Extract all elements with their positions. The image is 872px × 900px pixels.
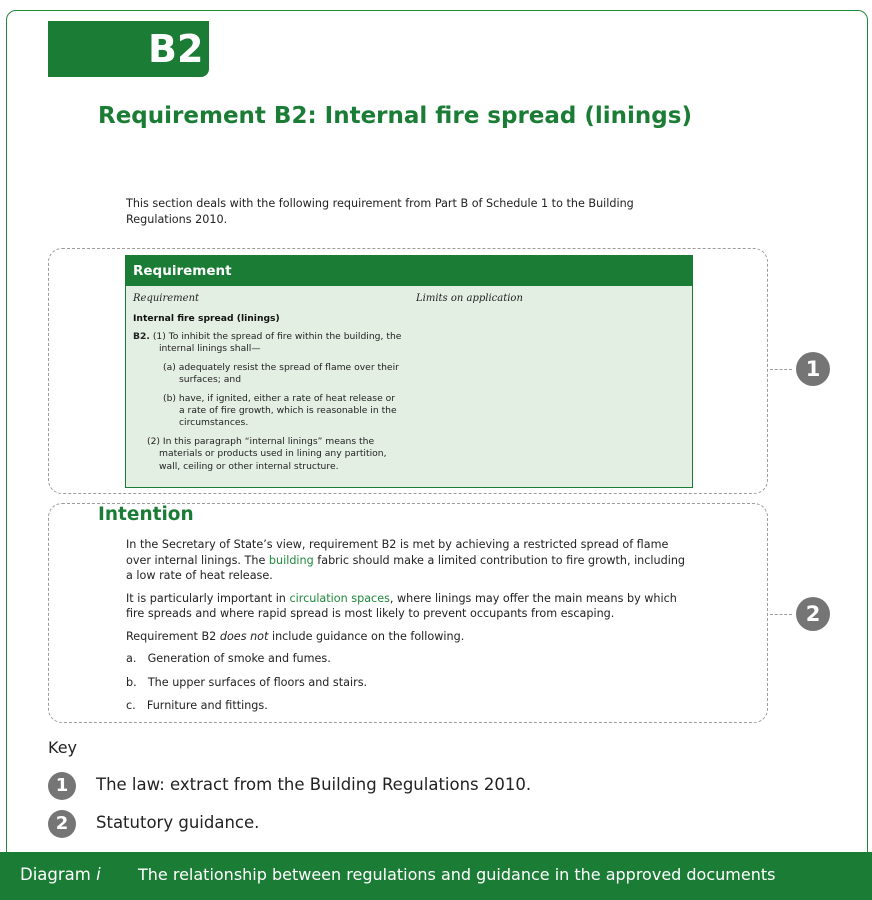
requirement-para-1-text: (1) To inhibit the spread of fire within the building, the internal linings shall— [152, 331, 402, 355]
requirement-number: B2. [133, 331, 150, 342]
requirement-item-a: (a) adequately resist the spread of flame over their surfaces; and [163, 361, 399, 386]
caption-label-italic: i [96, 865, 101, 884]
key-marker-2-icon: 2 [48, 810, 76, 838]
marker-2-icon: 2 [796, 597, 830, 631]
key-label: Key [48, 738, 78, 757]
text-span: include guidance on the following. [268, 629, 465, 643]
column-requirement: Requirement [133, 293, 200, 304]
requirement-columns [133, 293, 685, 307]
marker-1-icon: 1 [796, 352, 830, 386]
intention-heading: Intention [98, 504, 194, 525]
connector-line-2 [770, 614, 792, 615]
list-item: a. Generation of smoke and fumes. [126, 652, 331, 665]
diagram-caption [0, 852, 872, 900]
building-link[interactable]: building [268, 553, 314, 567]
circulation-spaces-link[interactable]: circulation spaces [289, 591, 390, 605]
caption-label [20, 852, 101, 898]
caption-text: The relationship between regulations and guidance in the approved documents [138, 865, 776, 884]
emphasis: does not [219, 629, 269, 643]
caption-label-text: Diagram [20, 865, 91, 884]
intention-paragraph-2 [126, 591, 691, 622]
text-span: fabric should make a limited contribution to fire growth, including a low rate of heat release. [126, 553, 686, 582]
requirement-para-1 [133, 331, 403, 356]
requirement-body [133, 331, 403, 479]
list-item: c. Furniture and fittings. [126, 699, 268, 712]
section-badge: B2 [48, 21, 209, 77]
requirement-box [125, 255, 693, 488]
intention-paragraph-3 [126, 629, 691, 645]
key-marker-1-icon: 1 [48, 772, 76, 800]
text-span: In the Secretary of State’s view, requirement B2 is met by achieving a restricted spread of flame over internal linings. The [126, 538, 669, 567]
connector-line-1 [770, 369, 792, 370]
requirement-subheading: Internal fire spread (linings) [133, 313, 280, 324]
intention-body [126, 537, 691, 722]
text-span: It is particularly important in [126, 591, 290, 605]
text-span: , where linings may offer the main means by which fire spreads and where rapid spread is most likely to prevent occupants from escaping. [126, 591, 677, 620]
key-text: Statutory guidance. [96, 813, 260, 832]
key-text: The law: extract from the Building Regulations 2010. [96, 775, 532, 794]
intention-paragraph-1 [126, 537, 691, 584]
requirement-para-2: (2) In this paragraph “internal linings” means the materials or products used in lining any partition, wall, ceiling or other internal structure. [147, 435, 387, 472]
text-span: Requirement B2 [126, 629, 220, 643]
list-item: b. The upper surfaces of floors and stairs. [126, 675, 368, 689]
page-title: Requirement B2: Internal fire spread (linings) [98, 103, 692, 129]
requirement-item-b: (b) have, if ignited, either a rate of heat release or a rate of fire growth, which is reasonable in the circumstances. [163, 392, 397, 429]
intro-paragraph: This section deals with the following requirement from Part B of Schedule 1 to the Building Regulations 2010. [126, 197, 634, 226]
column-limits: Limits on application [416, 293, 523, 304]
requirement-heading: Requirement [126, 256, 692, 286]
